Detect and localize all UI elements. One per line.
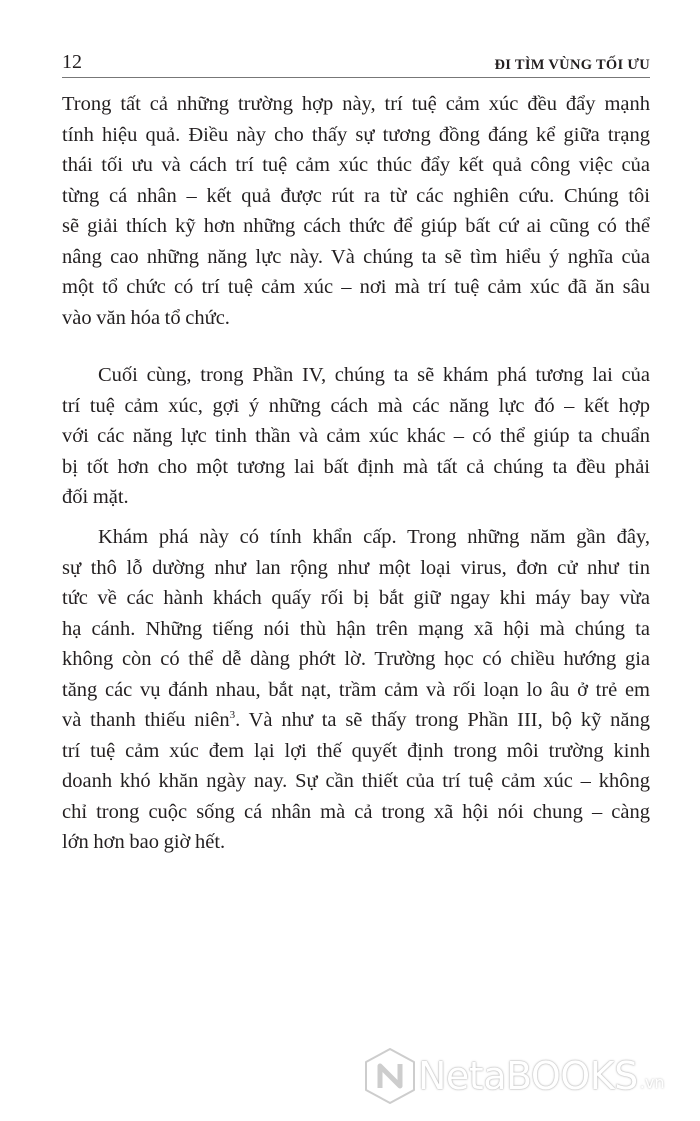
text-segment: . Và như ta sẽ thấy trong Phần III, bộ kỹ năng (235, 709, 650, 731)
text-line: tức về các hành khách quấy rối bị bắt giữ ngay khi máy bay vừa (62, 587, 650, 609)
text-line: lớn hơn bao giờ hết. (62, 831, 226, 853)
footnote-reference[interactable]: 3 (229, 709, 236, 722)
text-line: một tổ chức có trí tuệ cảm xúc – nơi mà trí tuệ cảm xúc đã ăn sâu (62, 276, 650, 298)
paragraph-3 (62, 522, 650, 858)
running-header (62, 46, 650, 78)
text-line: hạ cánh. Những tiếng nói thù hận trên mạng xã hội mà chúng ta (62, 617, 650, 640)
watermark-suffix: .vn (639, 1072, 665, 1092)
text-segment: và thanh thiếu niên (62, 709, 230, 731)
watermark-brand: NetaBOOKS (418, 1054, 638, 1098)
text-line: Trong tất cả những trường hợp này, trí tuệ cảm xúc đều đẩy mạnh (62, 93, 650, 115)
text-line-with-footnote (62, 705, 650, 736)
text-line: không còn có thể dễ dàng phớt lờ. Trường học có chiều hướng gia (62, 648, 650, 670)
paragraph-2 (62, 360, 650, 513)
text-line: với các năng lực tinh thần và cảm xúc khác – có thể giúp ta chuẩn (62, 425, 650, 447)
watermark (362, 1046, 664, 1106)
text-line: tăng các vụ đánh nhau, bắt nạt, trầm cảm và rối loạn lo âu ở trẻ em (62, 678, 650, 701)
text-line: sẽ giải thích kỹ hơn những cách thức để giúp bất cứ ai cũng có thể (62, 215, 650, 237)
text-line: thái tối ưu và cách trí tuệ cảm xúc thúc đẩy kết quả công việc của (62, 154, 650, 176)
running-title: ĐI TÌM VÙNG TỐI ƯU (494, 57, 650, 73)
text-line: bị tốt hơn cho một tương lai bất định mà tất cả chúng ta đều phải (62, 455, 650, 478)
page-number: 12 (62, 51, 82, 73)
text-line: trí tuệ cảm xúc, gợi ý những cách mà các năng lực đó – kết hợp (62, 394, 650, 417)
text-line: Khám phá này có tính khẩn cấp. Trong những năm gần đây, (98, 526, 650, 548)
text-line: vào văn hóa tổ chức. (62, 306, 230, 329)
text-line: Cuối cùng, trong Phần IV, chúng ta sẽ khám phá tương lai của (98, 364, 650, 386)
text-line: đối mặt. (62, 486, 129, 508)
text-line: tính hiệu quả. Điều này cho thấy sự tương đồng đáng kể giữa trạng (62, 123, 650, 146)
netabooks-logo-icon (362, 1046, 418, 1106)
paragraph-1 (62, 89, 650, 333)
text-line: chỉ trong cuộc sống cá nhân mà cả trong xã hội nói chung – càng (62, 800, 650, 823)
text-line: sự thô lỗ dường như lan rộng như một loại virus, đơn cử như tin (62, 556, 650, 579)
text-line: doanh khó khăn ngày nay. Sự cần thiết của trí tuệ cảm xúc – không (62, 770, 650, 792)
text-line: trí tuệ cảm xúc đem lại lợi thế quyết định trong môi trường kinh (62, 739, 650, 762)
text-line: từng cá nhân – kết quả được rút ra từ các nghiên cứu. Chúng tôi (62, 184, 650, 207)
text-line: nâng cao những năng lực này. Và chúng ta sẽ tìm hiểu ý nghĩa của (62, 245, 650, 268)
